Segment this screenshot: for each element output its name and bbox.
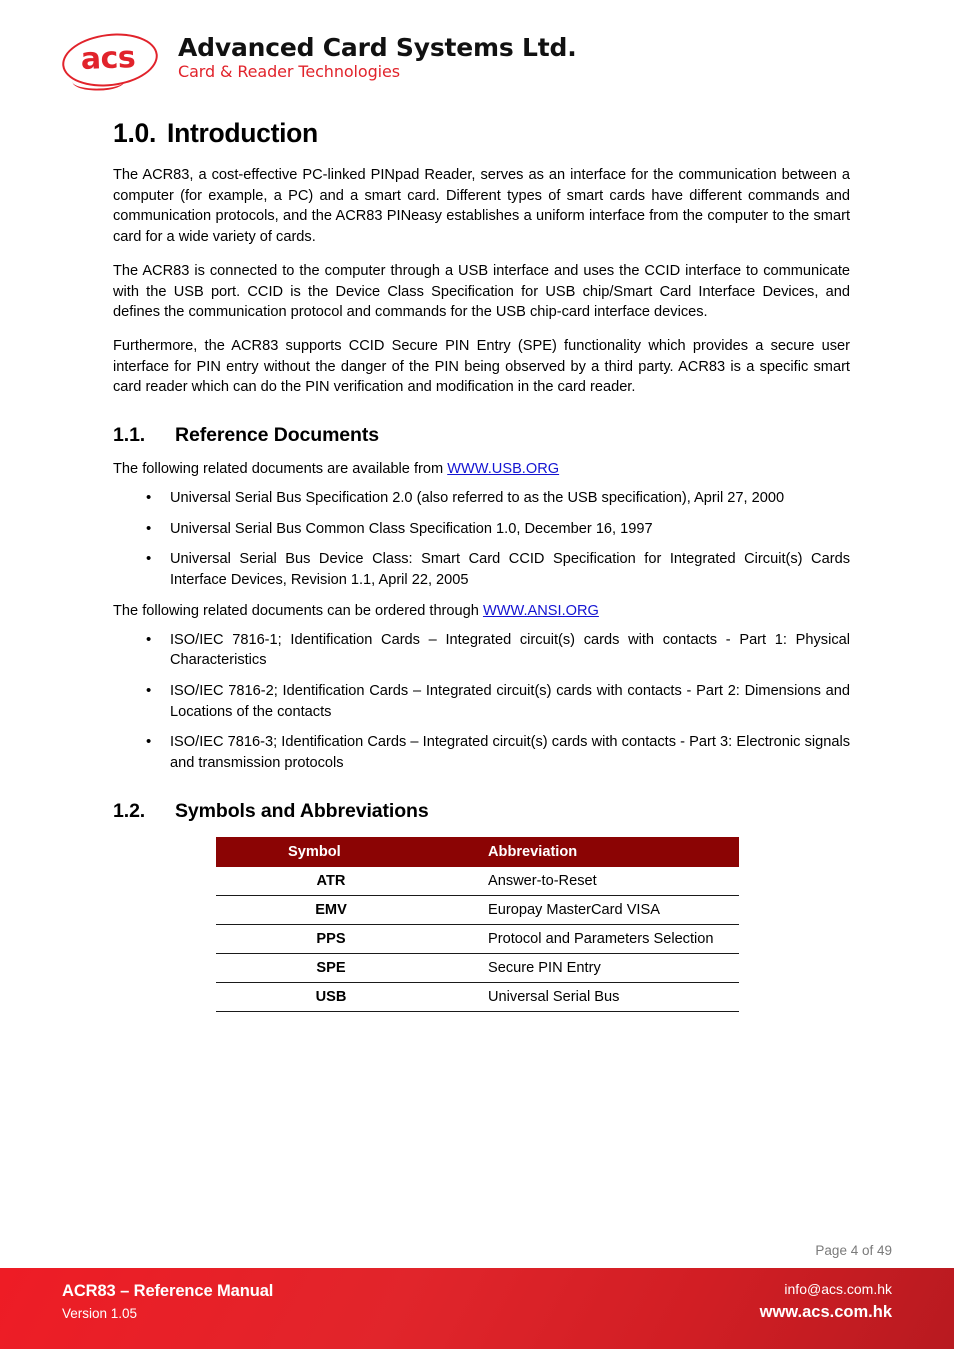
brand-tagline: Card & Reader Technologies (178, 62, 400, 82)
list-item (113, 732, 850, 773)
cell-symbol: PPS (216, 924, 476, 953)
bullet-icon: • (146, 733, 152, 751)
table-row (216, 867, 739, 896)
bullet-icon: • (146, 630, 152, 648)
bullet-icon: • (146, 681, 152, 699)
footer-bar (0, 1268, 954, 1349)
list-item-text: Universal Serial Bus Common Class Specification 1.0, December 16, 1997 (170, 520, 653, 537)
usb-org-link[interactable]: WWW.USB.ORG (447, 461, 560, 478)
table-header-row (216, 837, 739, 867)
symbols-table-wrapper (216, 837, 739, 1012)
section-heading-symbols-abbreviations (113, 800, 850, 823)
usb-intro-line (113, 459, 850, 480)
cell-symbol: SPE (216, 953, 476, 982)
list-item-text: Universal Serial Bus Device Class: Smart Card CCID Specification for Integrated Circuit(s) Cards Interface Devices, Revision 1.1, April 22, 2005 (170, 551, 850, 589)
usb-reference-list (113, 488, 850, 591)
list-item-text: ISO/IEC 7816-2; Identification Cards – Integrated circuit(s) cards with contacts - Part 2: Dimensions and Locations of the contacts (170, 682, 850, 720)
heading-number-1-0: 1.0. (113, 118, 157, 148)
column-header-abbreviation: Abbreviation (476, 837, 739, 867)
list-item-text: ISO/IEC 7816-3; Identification Cards – Integrated circuit(s) cards with contacts - Part 3: Electronic signals and transmission protocols (170, 734, 850, 772)
ansi-reference-list (113, 630, 850, 774)
table-row (216, 924, 739, 953)
footer-right-block (760, 1279, 892, 1325)
symbols-abbreviations-table (216, 837, 739, 1012)
footer-version: Version 1.05 (62, 1305, 138, 1321)
ansi-org-link[interactable]: WWW.ANSI.ORG (482, 602, 599, 619)
cell-symbol: ATR (216, 867, 476, 896)
document-header (60, 22, 914, 94)
ansi-intro-line (113, 601, 850, 622)
heading-text-introduction: Introduction (167, 118, 318, 148)
document-content (113, 118, 850, 1012)
bullet-icon: • (146, 488, 152, 506)
heading-text-symbols-abbreviations: Symbols and Abbreviations (175, 799, 429, 822)
cell-symbol: EMV (216, 895, 476, 924)
page-number: Page 4 of 49 (815, 1243, 892, 1258)
list-item (113, 549, 850, 590)
table-row (216, 953, 739, 982)
column-header-symbol: Symbol (216, 837, 476, 867)
cell-abbreviation: Secure PIN Entry (476, 953, 739, 982)
cell-symbol: USB (216, 982, 476, 1011)
list-item (113, 681, 850, 722)
brand-title: Advanced Card Systems Ltd. (178, 32, 577, 62)
list-item-text: ISO/IEC 7816-1; Identification Cards – Integrated circuit(s) cards with contacts - Part 1: Physical Characteristics (170, 631, 850, 669)
list-item-text: Universal Serial Bus Specification 2.0 (also referred to as the USB specification), April 27, 2000 (170, 489, 785, 506)
heading-number-1-2: 1.2. (113, 799, 146, 822)
acs-logo-icon (60, 28, 160, 88)
intro-paragraph-1: The ACR83, a cost-effective PC-linked PINpad Reader, serves as an interface for the communication between a computer (for example, a PC) and a smart card. Different types of smart cards have different commands and communication protocols, and the ACR83 PINeasy establishes a uniform interface from the computer to the smart card for a wide variety of cards. (113, 167, 850, 246)
table-row (216, 982, 739, 1011)
list-item (113, 519, 850, 540)
footer-left-block (62, 1279, 273, 1325)
heading-number-1-1: 1.1. (113, 424, 146, 447)
table-row (216, 895, 739, 924)
section-heading-reference-documents (113, 424, 850, 447)
cell-abbreviation: Universal Serial Bus (476, 982, 739, 1011)
footer-website[interactable]: www.acs.com.hk (759, 1303, 892, 1321)
list-item (113, 488, 850, 509)
logo-wordmark: acs (80, 39, 136, 77)
bullet-icon: • (146, 519, 152, 537)
ansi-intro-text: The following related documents can be ordered through (113, 602, 483, 619)
cell-abbreviation: Answer-to-Reset (476, 867, 739, 896)
intro-paragraph-3: Furthermore, the ACR83 supports CCID Secure PIN Entry (SPE) functionality which provides a secure user interface for PIN entry without the danger of the PIN being observed by a third party. ACR83 is a specific smart card reader which can do the PIN verification and modification in the card reader. (113, 338, 850, 396)
heading-text-reference-documents: Reference Documents (175, 424, 380, 447)
bullet-icon: • (146, 550, 152, 568)
footer-document-title: ACR83 – Reference Manual (62, 1282, 274, 1300)
footer-email[interactable]: info@acs.com.hk (784, 1281, 892, 1297)
page-title (113, 118, 850, 149)
intro-paragraph-2: The ACR83 is connected to the computer through a USB interface and uses the CCID interface to communicate with the USB port. CCID is the Device Class Specification for USB chip/Smart Card Interface Devices, and defines the communication protocol and commands for the USB chip-card interface devices. (113, 262, 850, 321)
cell-abbreviation: Protocol and Parameters Selection (476, 924, 739, 953)
list-item (113, 630, 850, 671)
cell-abbreviation: Europay MasterCard VISA (476, 895, 739, 924)
usb-intro-text: The following related documents are available from (113, 461, 448, 478)
brand-block (178, 32, 577, 82)
